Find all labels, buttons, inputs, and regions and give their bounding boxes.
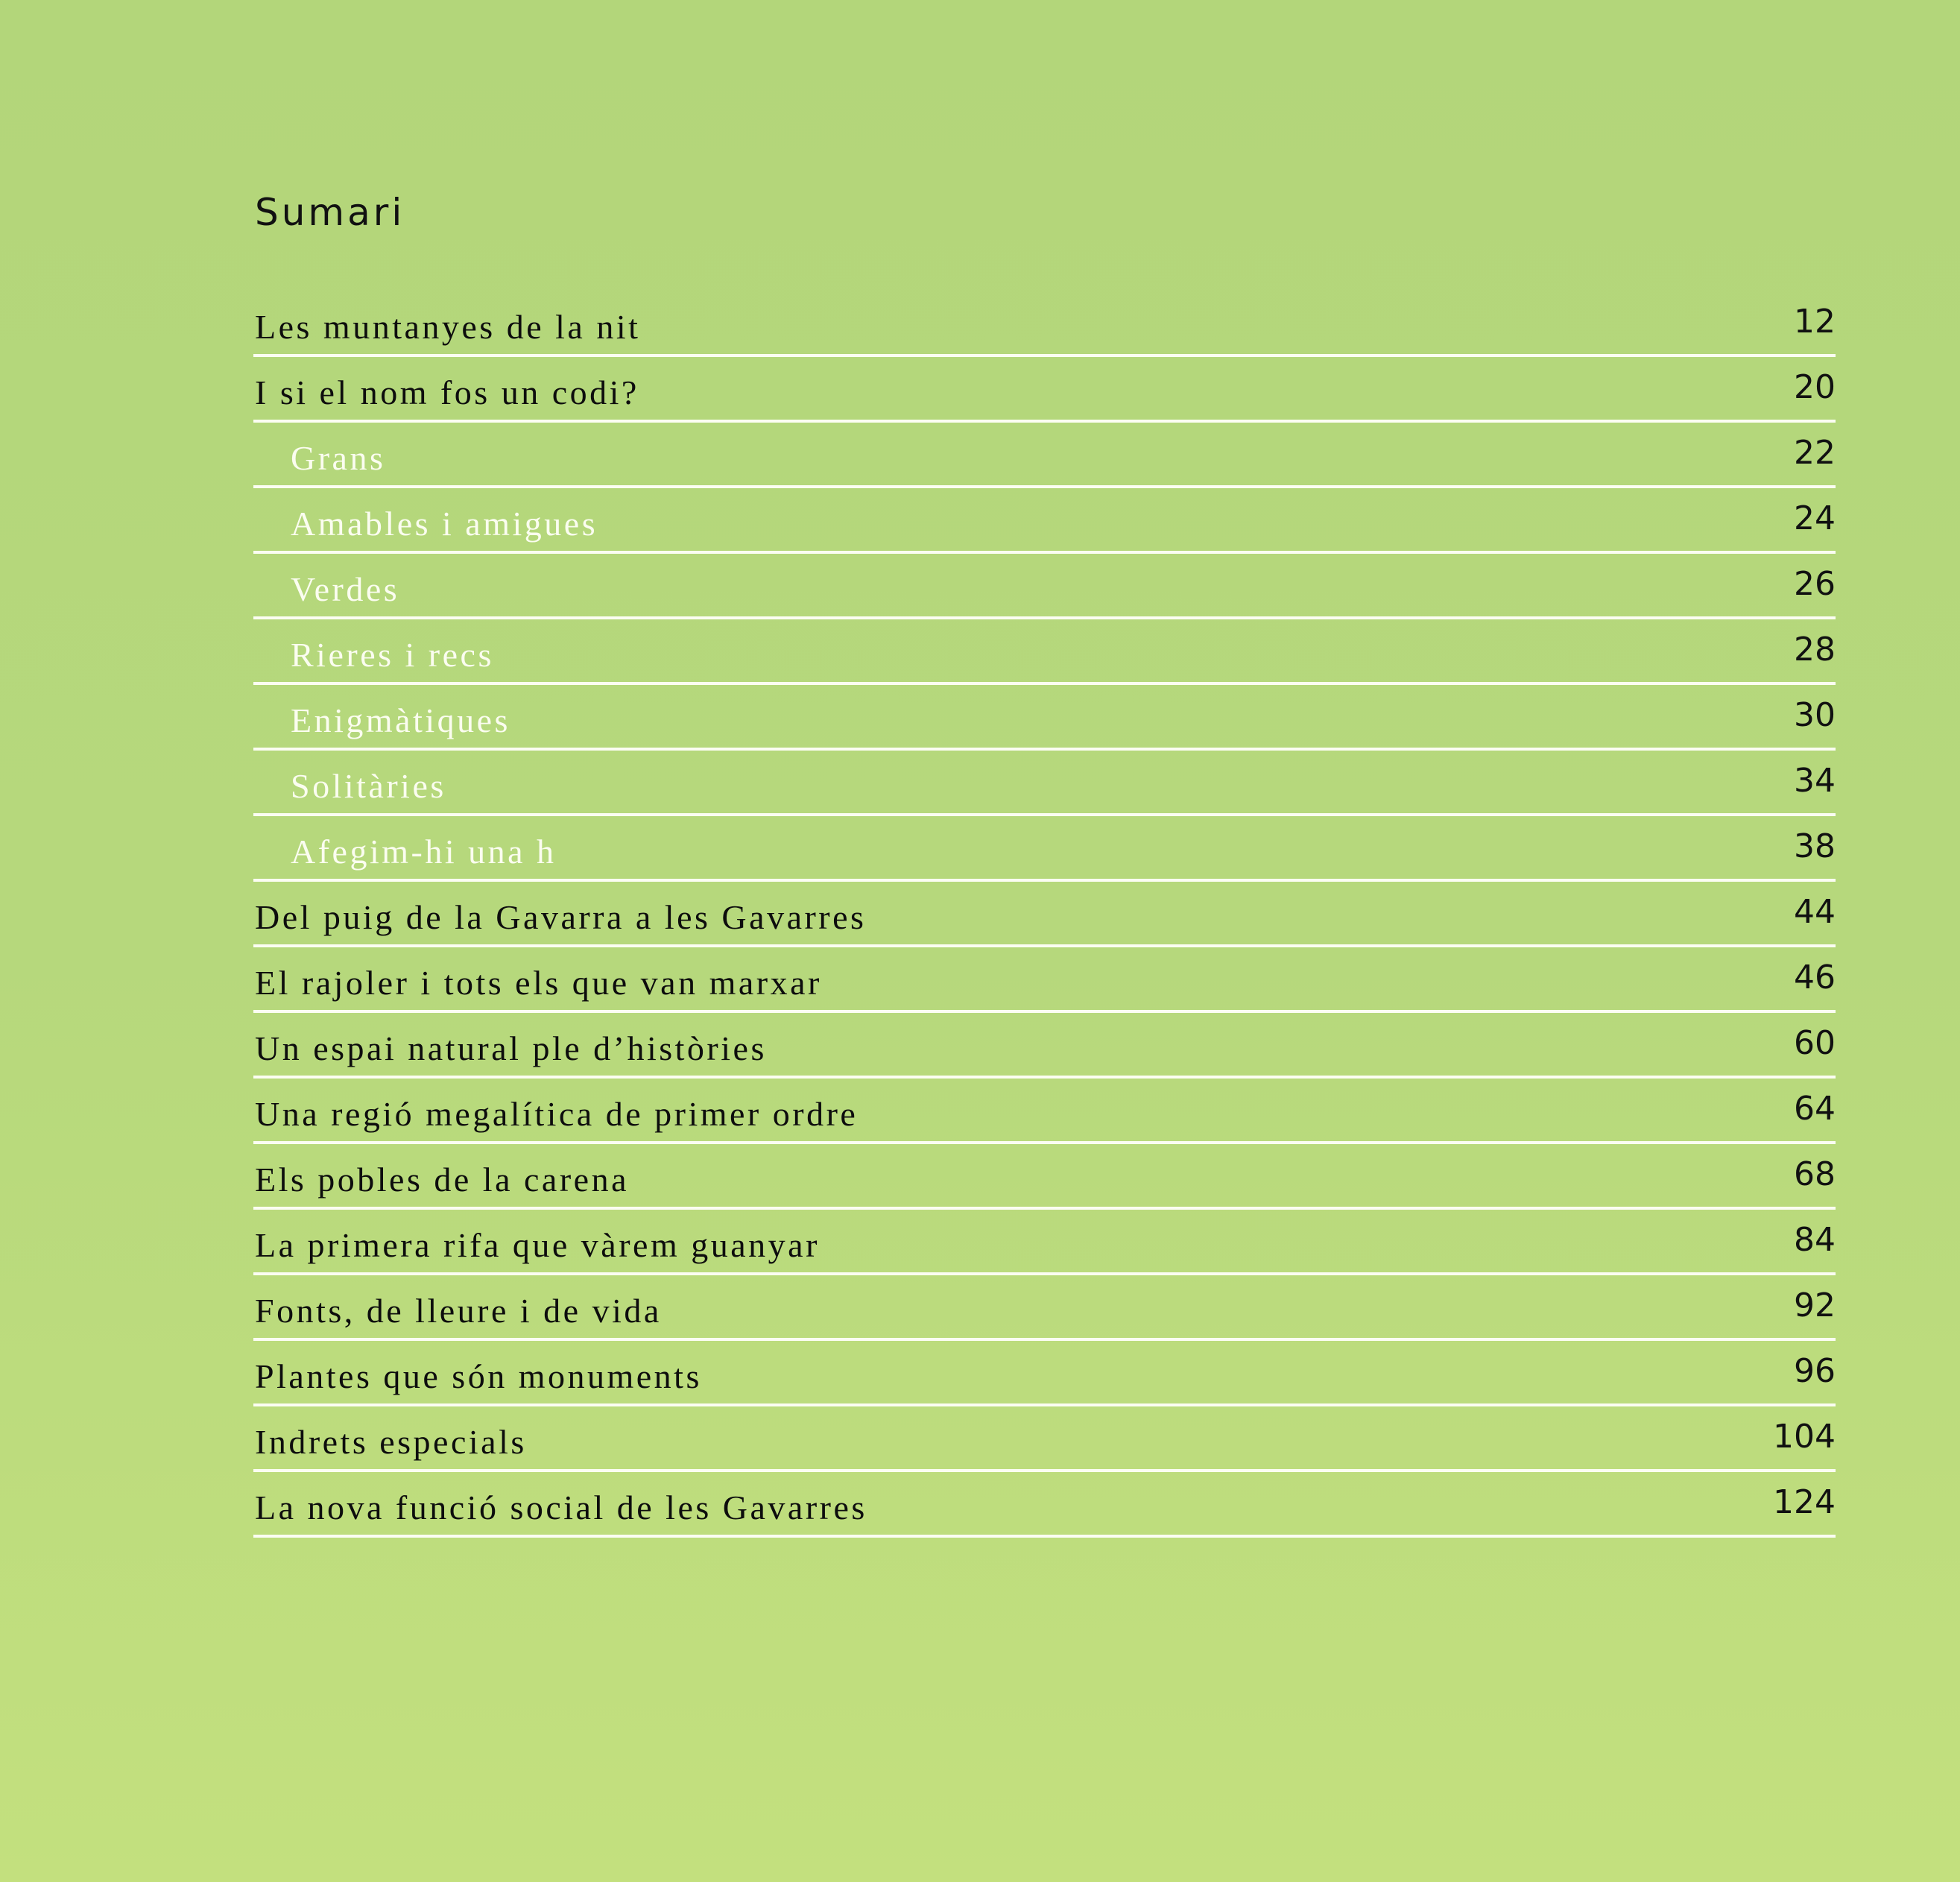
toc-subentry[interactable] xyxy=(253,619,1836,685)
toc-entry-label: I si el nom fos un codi? xyxy=(255,373,639,411)
toc-entry-label: Solitàries xyxy=(291,767,446,805)
toc-subentry[interactable] xyxy=(253,488,1836,554)
toc-entry[interactable] xyxy=(253,1275,1836,1341)
toc-entry-page: 46 xyxy=(1794,959,1836,997)
toc-subentry[interactable] xyxy=(253,685,1836,751)
toc-entry-label: Una regió megalítica de primer ordre xyxy=(255,1095,859,1133)
toc-entry-page: 84 xyxy=(1794,1221,1836,1259)
toc-entry-page: 24 xyxy=(1794,499,1836,537)
toc-entry[interactable] xyxy=(253,291,1836,357)
toc-entry-page: 60 xyxy=(1794,1024,1836,1062)
table-of-contents xyxy=(253,291,1836,1538)
toc-entry-label: Les muntanyes de la nit xyxy=(255,308,641,346)
toc-entry-label: Plantes que són monuments xyxy=(255,1357,702,1395)
toc-entry-page: 92 xyxy=(1794,1286,1836,1324)
toc-entry[interactable] xyxy=(253,1013,1836,1079)
toc-entry-page: 104 xyxy=(1773,1418,1836,1456)
toc-entry-label: Amables i amigues xyxy=(291,505,598,543)
toc-entry-page: 64 xyxy=(1794,1090,1836,1128)
toc-entry[interactable] xyxy=(253,357,1836,423)
toc-entry-page: 22 xyxy=(1794,434,1836,472)
toc-entry-page: 28 xyxy=(1794,631,1836,669)
toc-entry-label: El rajoler i tots els que van marxar xyxy=(255,964,822,1002)
toc-subentry[interactable] xyxy=(253,554,1836,619)
toc-entry-label: Verdes xyxy=(291,570,400,608)
toc-subentry[interactable] xyxy=(253,751,1836,816)
toc-entry-page: 96 xyxy=(1794,1352,1836,1390)
toc-entry-label: Fonts, de lleure i de vida xyxy=(255,1292,662,1330)
toc-entry-page: 68 xyxy=(1794,1155,1836,1193)
page-title: Sumari xyxy=(255,190,405,234)
toc-entry-label: Del puig de la Gavarra a les Gavarres xyxy=(255,898,867,936)
toc-entry-label: Indrets especials xyxy=(255,1423,527,1461)
toc-entry-label: Afegim-hi una h xyxy=(291,833,557,871)
toc-entry[interactable] xyxy=(253,882,1836,947)
toc-entry[interactable] xyxy=(253,1341,1836,1406)
toc-subentry[interactable] xyxy=(253,816,1836,882)
toc-entry-page: 12 xyxy=(1794,303,1836,341)
toc-entry-label: Enigmàtiques xyxy=(291,701,510,739)
toc-entry-page: 124 xyxy=(1773,1483,1836,1521)
toc-entry[interactable] xyxy=(253,1079,1836,1144)
toc-entry[interactable] xyxy=(253,1144,1836,1210)
toc-entry-page: 38 xyxy=(1794,827,1836,865)
toc-entry-page: 20 xyxy=(1794,368,1836,406)
toc-entry-page: 30 xyxy=(1794,696,1836,734)
toc-subentry[interactable] xyxy=(253,423,1836,488)
toc-entry-label: Rieres i recs xyxy=(291,636,494,674)
toc-entry-page: 34 xyxy=(1794,762,1836,800)
toc-entry[interactable] xyxy=(253,1406,1836,1472)
toc-entry-label: La primera rifa que vàrem guanyar xyxy=(255,1226,820,1264)
toc-entry-page: 44 xyxy=(1794,893,1836,931)
toc-entry[interactable] xyxy=(253,1472,1836,1538)
toc-entry-label: La nova funció social de les Gavarres xyxy=(255,1488,867,1526)
toc-entry-label: Un espai natural ple d’històries xyxy=(255,1029,767,1067)
toc-entry[interactable] xyxy=(253,1210,1836,1275)
toc-entry-label: Els pobles de la carena xyxy=(255,1161,629,1199)
toc-entry[interactable] xyxy=(253,947,1836,1013)
toc-entry-page: 26 xyxy=(1794,565,1836,603)
toc-entry-label: Grans xyxy=(291,439,386,477)
